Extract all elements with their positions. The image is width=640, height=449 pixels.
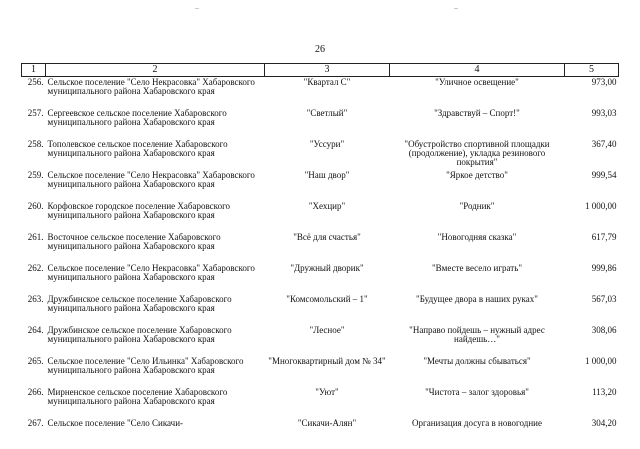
table-row	[22, 294, 619, 325]
territory-cell: "Хехцир"	[308, 201, 346, 211]
table-row	[22, 139, 619, 170]
territory-cell: "Сикачи-Алян"	[297, 418, 357, 428]
page-number: 26	[315, 44, 325, 55]
header-mark-right: –	[454, 3, 458, 12]
table-row	[22, 201, 619, 232]
table-row	[22, 387, 619, 418]
project-cell: "Яркое детство"	[446, 170, 508, 180]
row-number: 263.	[27, 294, 44, 304]
amount-cell: 999,54	[591, 170, 617, 180]
amount-cell: 993,03	[591, 108, 617, 118]
territory-cell: "Квартал С"	[303, 77, 351, 87]
row-number: 257.	[27, 108, 44, 118]
row-number: 267.	[27, 418, 44, 428]
settlement-cell: Сельское поселение "Село Некрасовка" Хабаровского муниципального района Хабаровского края	[47, 263, 255, 283]
row-number: 265.	[27, 356, 44, 366]
table-row	[22, 263, 619, 294]
settlement-cell: Сельское поселение "Село Ильинка" Хабаровского муниципального района Хабаровского края	[47, 356, 244, 376]
table-row	[22, 108, 619, 139]
table-row	[22, 232, 619, 263]
row-number: 264.	[27, 325, 44, 335]
settlement-cell: Дружбинское сельское поселение Хабаровского муниципального района Хабаровского края	[47, 325, 232, 345]
amount-cell: 567,03	[591, 294, 617, 304]
amount-cell: 617,79	[591, 232, 617, 242]
settlement-cell: Корфовское городское поселение Хабаровского муниципального района Хабаровского края	[47, 201, 231, 221]
column-header-2: 2	[46, 64, 265, 77]
register-table	[21, 63, 619, 437]
settlement-cell: Дружбинское сельское поселение Хабаровского муниципального района Хабаровского края	[47, 294, 232, 314]
table-row	[22, 356, 619, 387]
amount-cell: 1 000,00	[585, 356, 617, 366]
amount-cell: 113,20	[592, 387, 617, 397]
settlement-cell: Тополевское сельское поселение Хабаровского муниципального района Хабаровского края	[47, 139, 228, 159]
column-header-4: 4	[390, 64, 565, 77]
table-row	[22, 418, 619, 437]
settlement-cell: Сельское поселение "Село Сикачи-	[47, 418, 184, 428]
amount-cell: 973,00	[591, 77, 617, 87]
column-header-1: 1	[22, 64, 46, 77]
project-cell: "Родник"	[459, 201, 495, 211]
amount-cell: 304,20	[591, 418, 617, 428]
project-cell: "Уличное освещение"	[435, 77, 519, 87]
project-cell: "Мечты должны сбываться"	[423, 356, 531, 366]
settlement-cell: Сельское поселение "Село Некрасовка" Хабаровского муниципального района Хабаровского края	[47, 170, 255, 190]
amount-cell: 1 000,00	[585, 201, 617, 211]
header-mark-left: –	[195, 3, 199, 12]
table-header-row	[22, 64, 619, 77]
settlement-cell: Восточное сельское поселение Хабаровского муниципального района Хабаровского края	[47, 232, 221, 252]
project-cell: "Чистота – залог здоровья"	[425, 387, 529, 397]
amount-cell: 367,40	[591, 139, 617, 149]
settlement-cell: Мирненское сельское поселение Хабаровского муниципального района Хабаровского края	[47, 387, 228, 407]
column-header-5: 5	[565, 64, 619, 77]
territory-cell: "Светлый"	[306, 108, 348, 118]
territory-cell: "Многоквартирный дом № 34"	[268, 356, 386, 366]
column-header-3: 3	[265, 64, 390, 77]
settlement-cell: Сергеевское сельское поселение Хабаровского муниципального района Хабаровского края	[47, 108, 227, 128]
table-row	[22, 325, 619, 356]
territory-cell: "Комсомольский – 1"	[286, 294, 368, 304]
amount-cell: 999,86	[591, 263, 617, 273]
project-cell: Организация досуга в новогодние	[412, 418, 542, 428]
territory-cell: "Всё для счастья"	[293, 232, 361, 242]
project-cell: "Будущее двора в наших руках"	[416, 294, 538, 304]
project-cell: "Направо пойдешь – нужный адрес найдешь…"	[409, 325, 545, 345]
row-number: 260.	[27, 201, 44, 211]
settlement-cell: Сельское поселение "Село Некрасовка" Хабаровского муниципального района Хабаровского края	[47, 77, 255, 97]
row-number: 256.	[27, 77, 44, 87]
project-cell: "Здравствуй – Спорт!"	[434, 108, 520, 118]
project-cell: "Новогодняя сказка"	[437, 232, 517, 242]
row-number: 258.	[27, 139, 44, 149]
table-row	[22, 77, 619, 109]
row-number: 259.	[27, 170, 44, 180]
territory-cell: "Дружный дворик"	[290, 263, 364, 273]
row-number: 261.	[27, 232, 44, 242]
project-cell: "Обустройство спортивной площадки (продолжение), укладка резинового покрытия"	[404, 139, 550, 168]
amount-cell: 308,06	[591, 325, 617, 335]
territory-cell: "Лесное"	[309, 325, 345, 335]
project-cell: "Вместе весело играть"	[432, 263, 522, 273]
territory-cell: "Наш двор"	[304, 170, 350, 180]
row-number: 262.	[27, 263, 44, 273]
territory-cell: "Уссури"	[309, 139, 345, 149]
table-row	[22, 170, 619, 201]
territory-cell: "Уют"	[315, 387, 339, 397]
row-number: 266.	[27, 387, 44, 397]
